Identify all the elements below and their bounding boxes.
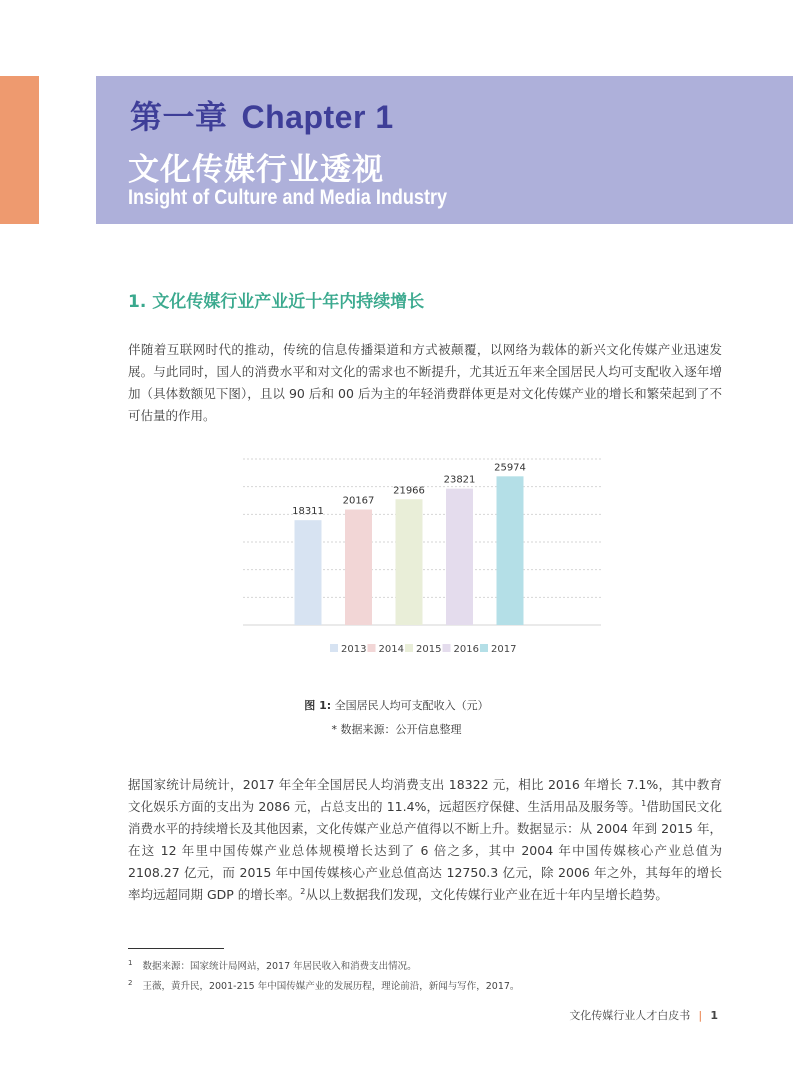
stats-text-c: 从以上数据我们发现，文化传媒行业产业在近十年内呈增长趋势。: [305, 887, 668, 902]
footer-title: 文化传媒行业人才白皮书: [569, 1009, 691, 1022]
figure-text: 全国居民人均可支配收入（元）: [334, 699, 489, 712]
legend-swatch-2013: [330, 644, 338, 652]
stats-paragraph: [128, 774, 722, 906]
figure-label: 图 1:: [304, 699, 332, 712]
bar-2017: [497, 476, 524, 625]
orange-accent-bar: [0, 76, 39, 224]
legend-swatch-2016: [443, 644, 451, 652]
legend-label-2017: 2017: [491, 644, 517, 655]
legend-swatch-2014: [368, 644, 376, 652]
section-title: 1. 文化传媒行业产业近十年内持续增长: [128, 292, 425, 312]
chapter-en: Chapter 1: [241, 99, 394, 135]
bar-value-label: 18311: [292, 506, 324, 518]
bar-value-label: 20167: [342, 495, 375, 507]
intro-paragraph: 伴随着互联网时代的推动，传统的信息传播渠道和方式被颠覆，以网络为载体的新兴文化传媒产业迅速发展。与此同时，国人的消费水平和对文化的需求也不断提升，尤其近五年来全国居民人均可支配收入逐年增加（具体数额见下图），且以 90 后和 00 后为主的年轻消费群体更是对文化传媒产业的增长和繁荣起到了不可估量的作用。: [128, 342, 722, 423]
stats-text-a: 据国家统计局统计，2017 年全年全国居民人均消费支出 18322 元，相比 2016 年增长 7.1%，其中教育文化娱乐方面的支出为 2086 元，占总支出的 11.4%，远超医疗保健、生活用品及服务等。: [128, 777, 722, 814]
bar-2014: [345, 510, 372, 625]
footnote-2-number: 2: [128, 978, 133, 987]
legend-swatch-2017: [480, 644, 488, 652]
legend-label-2014: 2014: [378, 644, 404, 655]
chapter-number: [130, 92, 394, 138]
footnote-1-number: 1: [128, 958, 133, 967]
page-number: 1: [710, 1009, 718, 1022]
legend-label-2013: 2013: [341, 644, 367, 655]
bar-2016: [446, 489, 473, 625]
footnote-2-text: 王薇，黄升民，2001-215 年中国传媒产业的发展历程，理论前沿，新闻与写作，2017。: [142, 981, 520, 992]
figure-source: * 数据来源：公开信息整理: [331, 723, 462, 736]
footnote-ref-2[interactable]: 2: [300, 886, 306, 896]
bar-value-label: 23821: [443, 474, 476, 486]
figure-caption: [0, 697, 793, 713]
legend-label-2015: 2015: [416, 644, 442, 655]
bar-value-label: 25974: [494, 462, 526, 474]
chapter-cn: 第一章: [130, 99, 228, 135]
income-bar-chart: [243, 455, 601, 670]
bar-2015: [396, 499, 423, 625]
footnote-2: [128, 978, 519, 992]
legend-label-2016: 2016: [453, 644, 479, 655]
stats-text-b: 借助国民文化消费水平的持续增长及其他因素，文化传媒产业总产值得以不断上升。数据显示：从 2004 年到 2015 年，在这 12 年里中国传媒产业总体规模增长达到了 6 倍之多，其中 2004 年中国传媒核心产业总值为 2108.27 亿元，而 2015 年中国传媒核心产业总值高达 12750.3 亿元，除 2006 年之外，其每年的增长率均远超同期 GDP 的增长率。: [128, 799, 722, 902]
bar-value-label: 21966: [393, 485, 425, 497]
footnote-1: [128, 958, 417, 972]
footnote-1-text: 数据来源：国家统计局网站，2017 年居民收入和消费支出情况。: [142, 961, 417, 972]
footer-separator: |: [698, 1009, 703, 1022]
chapter-title-cn: 文化传媒行业透视: [128, 152, 384, 188]
bar-2013: [295, 520, 322, 625]
chapter-title-en: Insight of Culture and Media Industry: [128, 186, 448, 209]
legend-swatch-2015: [405, 644, 413, 652]
footnote-ref-1[interactable]: 1: [641, 798, 647, 808]
footnote-divider: [128, 948, 224, 949]
page-footer: [569, 1007, 718, 1023]
